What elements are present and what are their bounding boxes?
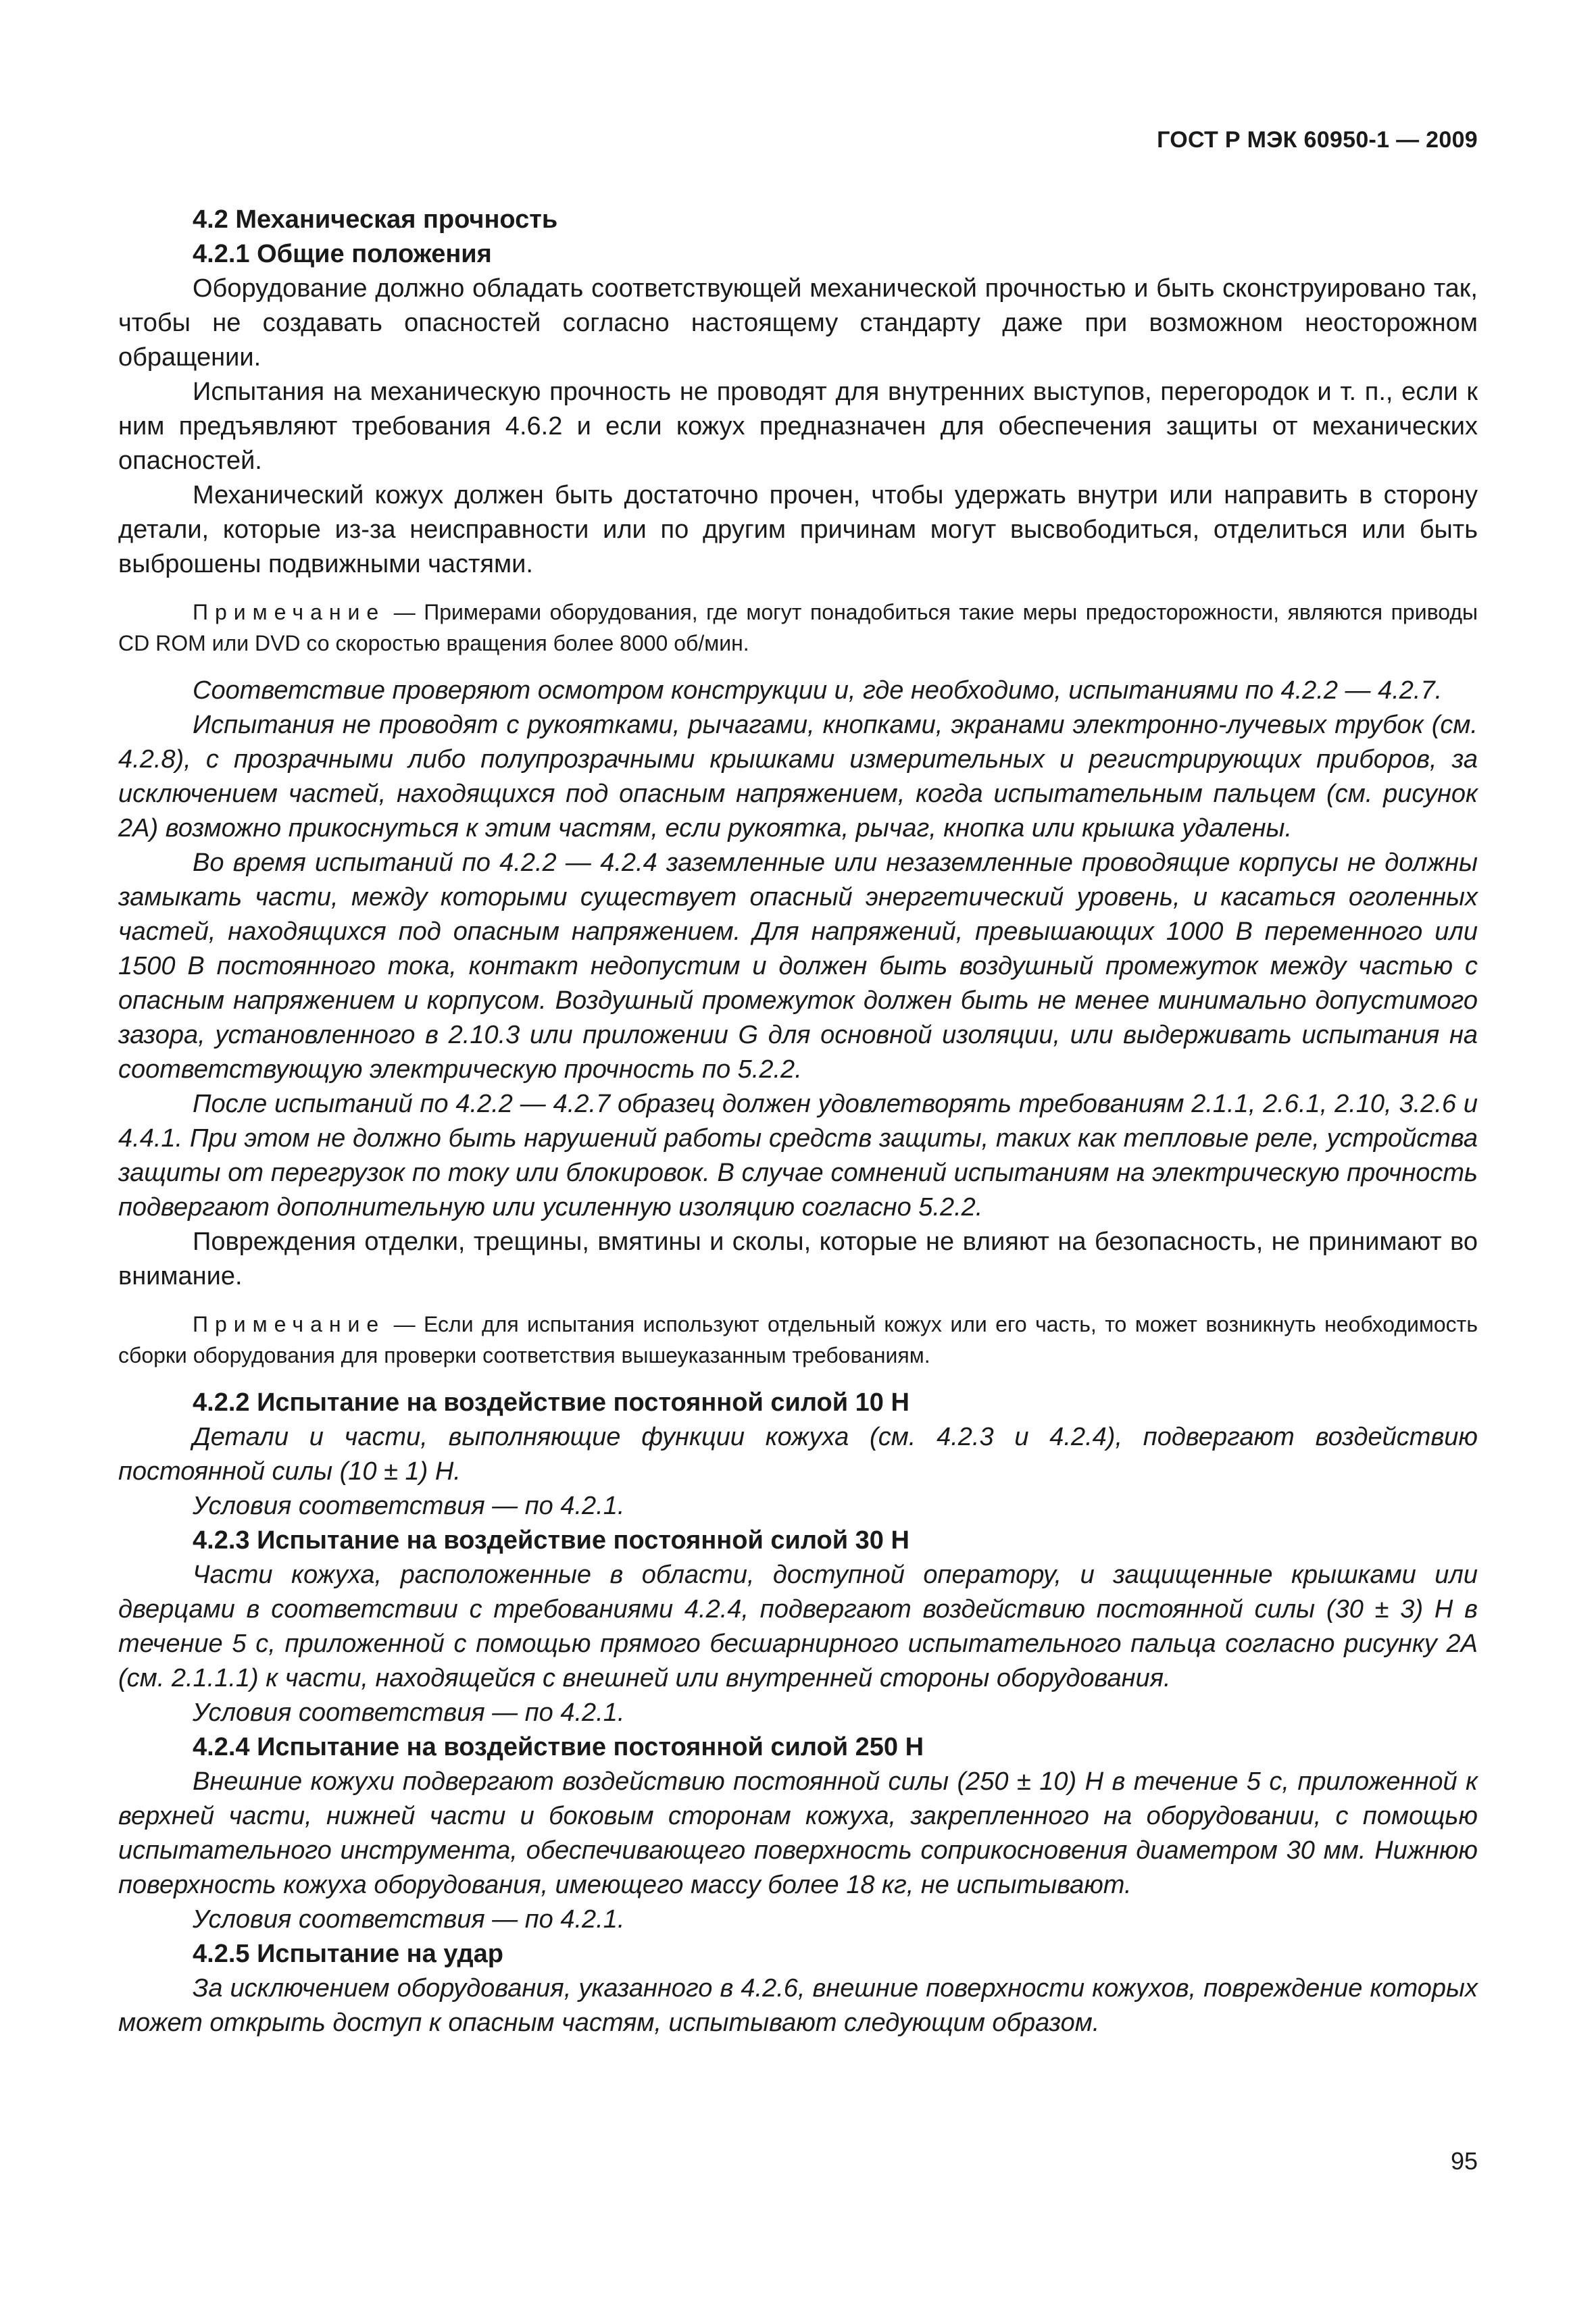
paragraph: Механический кожух должен быть достаточно прочен, чтобы удержать внутри или направить в сторону детали, которые из-за неисправности или по другим причинам могут высвободиться, отделиться или быть выброшены подвижными частями.: [118, 481, 1478, 578]
section-title-4-2-2: 4.2.2 Испытание на воздействие постоянной силой 10 Н: [193, 1388, 909, 1417]
paragraph: Оборудование должно обладать соответствующей механической прочностью и быть сконструировано так, чтобы не создавать опасностей согласно настоящему стандарту даже при возможном неосторожном обращении.: [118, 274, 1478, 372]
paragraph: Внешние кожухи подвергают воздействию постоянной силы (250 ± 10) Н в течение 5 с, приложенной к верхней части, нижней части и боковым сторонам кожуха, закрепленного на оборудовании, с помощью испытательного инструмента, обеспечивающего поверхность соприкосновения диаметром 30 мм. Нижнюю поверхность кожуха оборудования, имеющего массу более 18 кг, не испытывают.: [118, 1767, 1478, 1899]
paragraph: Соответствие проверяют осмотром конструкции и, где необходимо, испытаниями по 4.2.2 — 4.2.7.: [193, 676, 1443, 705]
note-label: Примечание: [193, 600, 386, 624]
paragraph: Условия соответствия — по 4.2.1.: [193, 1699, 625, 1727]
paragraph: Условия соответствия — по 4.2.1.: [193, 1492, 625, 1520]
paragraph: Во время испытаний по 4.2.2 — 4.2.4 заземленные или незаземленные проводящие корпусы не должны замыкать части, между которыми существует опасный энергетический уровень, и касаться оголенных частей, находящихся под опасным напряжением. Для напряжений, превышающих 1000 В переменного или 1500 В постоянного тока, контакт недопустим и должен быть воздушный промежуток между частью с опасным напряжением и корпусом. Воздушный промежуток должен быть не менее минимально допустимого зазора, установленного в 2.10.3 или приложении G для основной изоляции, или выдерживать испытания на соответствующую электрическую прочность по 5.2.2.: [118, 849, 1478, 1084]
paragraph: Испытания не проводят с рукоятками, рычагами, кнопками, экранами электронно-лучевых трубок (см. 4.2.8), с прозрачными либо полупрозрачными крышками измерительных и регистрирующих приборов, за исключением частей, находящихся под опасным напряжением, когда испытательным пальцем (см. рисунок 2А) возможно прикоснуться к этим частям, если рукоятка, рычаг, кнопка или крышка удалены.: [118, 711, 1478, 842]
note-text: — Если для испытания используют отдельный кожух или его часть, то может возникнуть необходимость сборки оборудования для проверки соответствия вышеуказанным требованиям.: [118, 1312, 1478, 1367]
paragraph: Повреждения отделки, трещины, вмятины и сколы, которые не влияют на безопасность, не принимают во внимание.: [118, 1228, 1478, 1290]
section-title-4-2-5: 4.2.5 Испытание на удар: [193, 1940, 503, 1968]
paragraph: Части кожуха, расположенные в области, доступной оператору, и защищенные крышками или дверцами в соответствии с требованиями 4.2.4, подвергают воздействию постоянной силы (30 ± 3) Н в течение 5 с, приложенной с помощью прямого бесшарнирного испытательного пальца согласно рисунку 2А (см. 2.1.1.1) к части, находящейся с внешней или внутренней стороны оборудования.: [118, 1561, 1478, 1692]
section-title-4-2-4: 4.2.4 Испытание на воздействие постоянной силой 250 Н: [193, 1733, 924, 1761]
note: [118, 1309, 1478, 1371]
paragraph: После испытаний по 4.2.2 — 4.2.7 образец должен удовлетворять требованиям 2.1.1, 2.6.1, 2.10, 3.2.6 и 4.4.1. При этом не должно быть нарушений работы средств защиты, таких как тепловые реле, устройства защиты от перегрузок по току или блокировок. В случае сомнений испытаниям на электрическую прочность подвергают дополнительную или усиленную изоляцию согласно 5.2.2.: [118, 1090, 1478, 1222]
section-title-4-2-1: 4.2.1 Общие положения: [193, 240, 492, 268]
note-label: Примечание: [193, 1312, 386, 1336]
paragraph: За исключением оборудования, указанного в 4.2.6, внешние поверхности кожухов, повреждение которых может открыть доступ к опасным частям, испытывают следующим образом.: [118, 1974, 1478, 2037]
note: [118, 597, 1478, 659]
section-title-4-2-3: 4.2.3 Испытание на воздействие постоянной силой 30 Н: [193, 1526, 909, 1555]
paragraph: Испытания на механическую прочность не проводят для внутренних выступов, перегородок и т. п., если к ним предъявляют требования 4.6.2 и если кожух предназначен для обеспечения защиты от механических опасностей.: [118, 378, 1478, 475]
section-title-4-2: 4.2 Механическая прочность: [193, 205, 558, 234]
paragraph: Условия соответствия — по 4.2.1.: [193, 1905, 625, 1934]
page-number: 95: [1450, 2147, 1478, 2175]
note-text: — Примерами оборудования, где могут понадобиться такие меры предосторожности, являются приводы CD ROM или DVD со скоростью вращения более 8000 об/мин.: [118, 600, 1478, 655]
document-header: ГОСТ Р МЭК 60950-1 — 2009: [1157, 127, 1478, 153]
paragraph: Детали и части, выполняющие функции кожуха (см. 4.2.3 и 4.2.4), подвергают воздействию постоянной силы (10 ± 1) Н.: [118, 1423, 1478, 1486]
document-body: [118, 203, 1478, 2040]
